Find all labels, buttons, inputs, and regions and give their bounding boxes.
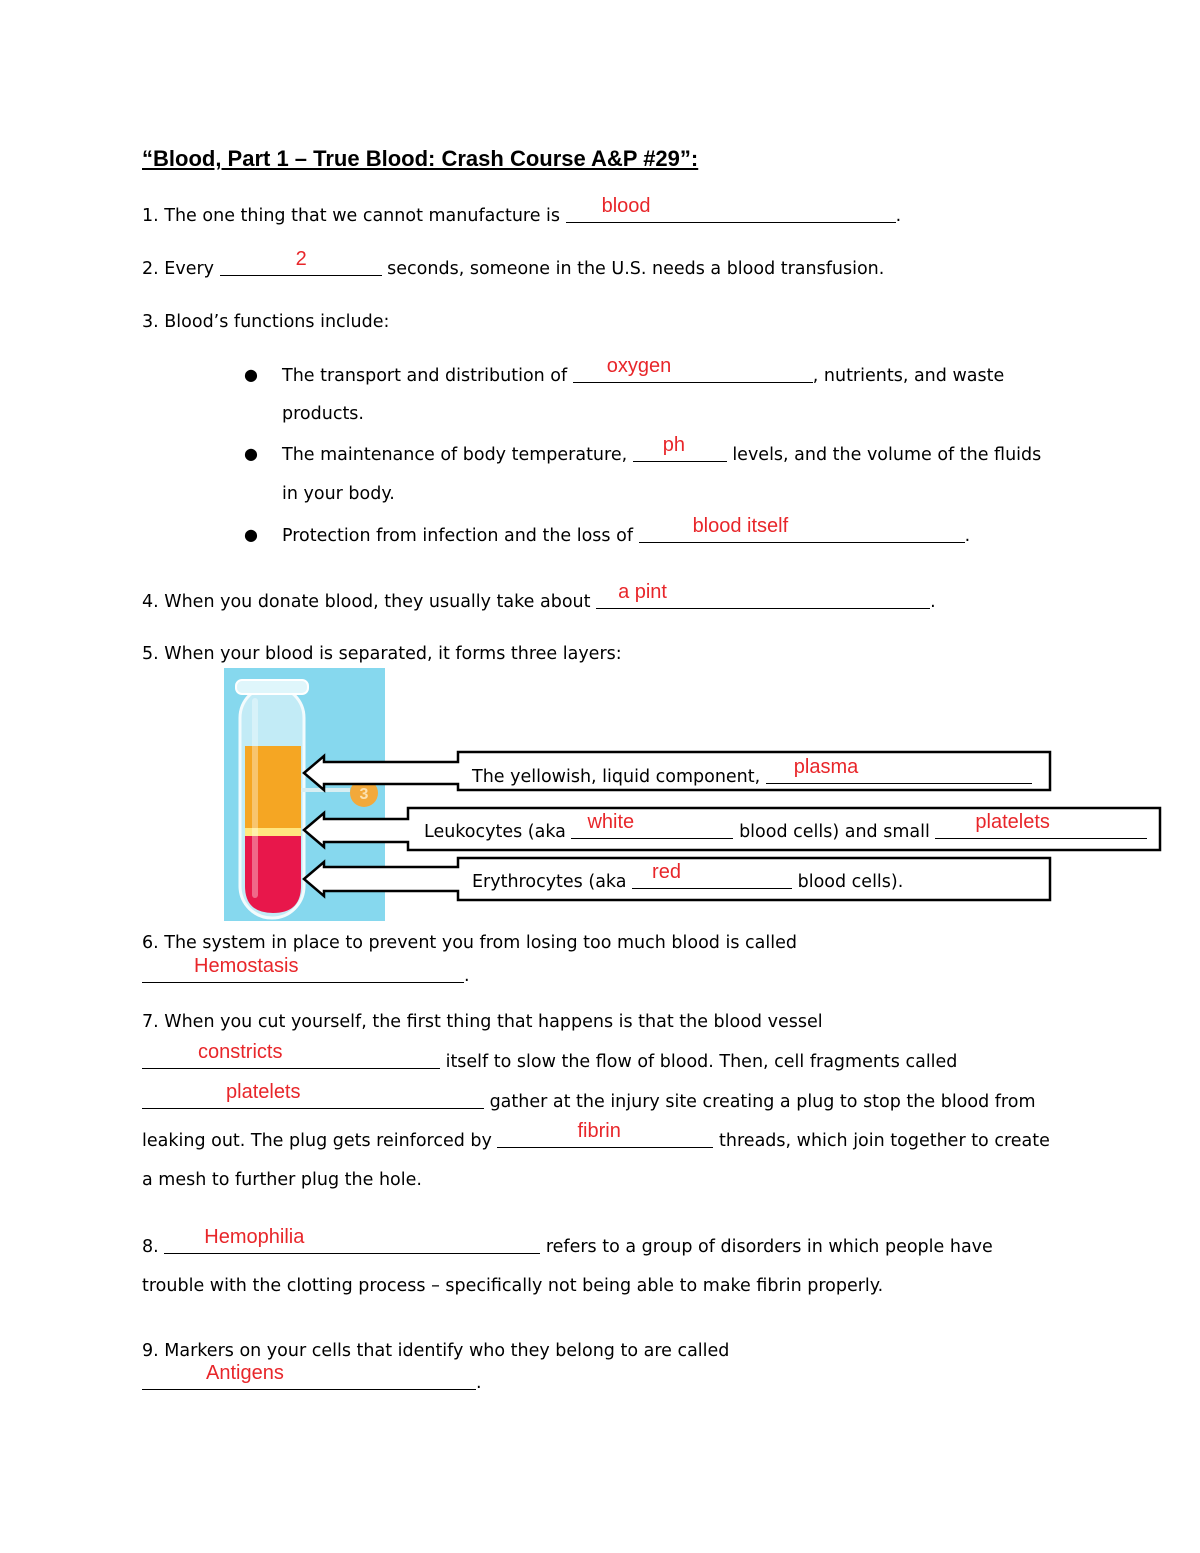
q3-bullet-1: The transport and distribution of oxygen , nutrients, and waste <box>282 355 1005 386</box>
layer-1-answer: plasma <box>793 756 859 778</box>
q7-answer-2: platelets <box>226 1081 301 1103</box>
q6-number: 6. <box>142 933 159 953</box>
q1-answer: blood <box>601 195 651 217</box>
q8-blank[interactable] <box>164 1226 540 1254</box>
layer-3-label: Erythrocytes (aka red blood cells). <box>472 861 904 892</box>
question-7-line-5: a mesh to further plug the hole. <box>142 1170 422 1190</box>
question-8: 8. Hemophilia refers to a group of disorders in which people have <box>142 1226 993 1257</box>
layer-3-blank[interactable] <box>632 861 792 889</box>
q7-number: 7. <box>142 1012 159 1032</box>
q3-b1-answer: oxygen <box>606 355 672 377</box>
q9-answer: Antigens <box>206 1362 284 1384</box>
bullet-dot: ● <box>244 444 258 463</box>
layer-2-label: Leukocytes (aka white blood cells) and small platelets <box>424 819 1147 844</box>
q2-answer: 2 <box>295 248 307 270</box>
question-5: 5. When your blood is separated, it forms three layers: <box>142 644 622 664</box>
question-6: 6. The system in place to prevent you from losing too much blood is called <box>142 933 797 953</box>
q6-answer: Hemostasis <box>194 955 299 977</box>
q7-answer-1: constricts <box>198 1041 283 1063</box>
question-8-cont: trouble with the clotting process – specifically not being able to make fibrin properly. <box>142 1276 884 1296</box>
question-9-answer-line: Antigens . <box>142 1370 482 1395</box>
q8-number: 8. <box>142 1237 159 1257</box>
q3-bullet-3: Protection from infection and the loss of blood itself . <box>282 515 971 546</box>
q3-bullet-1-cont: products. <box>282 404 364 424</box>
q5-number: 5. <box>142 644 159 664</box>
q7-blank-2[interactable] <box>142 1081 484 1109</box>
question-6-answer-line: Hemostasis . <box>142 963 470 988</box>
q4-number: 4. <box>142 592 159 612</box>
q7-blank-3[interactable] <box>497 1120 713 1148</box>
layer-1-blank[interactable] <box>766 756 1032 784</box>
q4-blank[interactable] <box>596 581 930 609</box>
q1-blank[interactable] <box>566 195 896 223</box>
q2-number: 2. <box>142 259 159 279</box>
q7-answer-3: fibrin <box>577 1120 621 1142</box>
question-4: 4. When you donate blood, they usually take about a pint . <box>142 581 936 612</box>
layer-2-blank-2[interactable] <box>935 811 1147 839</box>
q3-b2-answer: ph <box>662 434 685 456</box>
question-7-line-2: constricts itself to slow the flow of blood. Then, cell fragments called <box>142 1049 957 1074</box>
page-title: “Blood, Part 1 – True Blood: Crash Course A&P #29”: <box>142 146 699 171</box>
layer-2-answer-2: platelets <box>975 811 1050 833</box>
question-7-line-3: platelets gather at the injury site creating a plug to stop the blood from <box>142 1089 1036 1114</box>
layer-3-answer: red <box>652 861 681 883</box>
q2-blank[interactable] <box>220 248 382 276</box>
q3-b3-answer: blood itself <box>692 515 789 537</box>
q3-b2-blank[interactable] <box>633 434 727 462</box>
layer-1-label: The yellowish, liquid component, plasma <box>472 764 1032 789</box>
question-7: 7. When you cut yourself, the first thing that happens is that the blood vessel <box>142 1012 823 1032</box>
q9-number: 9. <box>142 1341 159 1361</box>
q3-number: 3. <box>142 312 159 332</box>
tube-marker-number: 3 <box>359 786 369 803</box>
q8-answer: Hemophilia <box>204 1226 305 1248</box>
q4-answer: a pint <box>618 581 667 603</box>
q3-bullet-2-cont: in your body. <box>282 484 395 504</box>
bullet-dot: ● <box>244 365 258 384</box>
q6-blank[interactable] <box>142 955 464 983</box>
q3-b1-blank[interactable] <box>573 355 813 383</box>
bullet-dot: ● <box>244 525 258 544</box>
question-2: 2. Every 2 seconds, someone in the U.S. needs a blood transfusion. <box>142 248 885 279</box>
question-1: 1. The one thing that we cannot manufacture is blood . <box>142 195 902 226</box>
q7-blank-1[interactable] <box>142 1041 440 1069</box>
q9-blank[interactable] <box>142 1362 476 1390</box>
question-3: 3. Blood’s functions include: <box>142 312 390 332</box>
q3-b3-blank[interactable] <box>639 515 965 543</box>
question-7-line-4: leaking out. The plug gets reinforced by fibrin threads, which join together to create <box>142 1120 1050 1151</box>
question-9: 9. Markers on your cells that identify who they belong to are called <box>142 1341 730 1361</box>
q1-number: 1. <box>142 206 159 226</box>
q1-text: The one thing that we cannot manufacture is <box>164 206 561 226</box>
q3-bullet-2: The maintenance of body temperature, ph levels, and the volume of the fluids <box>282 434 1042 465</box>
layer-2-blank-1[interactable] <box>571 811 733 839</box>
layer-2-answer-1: white <box>587 811 635 833</box>
